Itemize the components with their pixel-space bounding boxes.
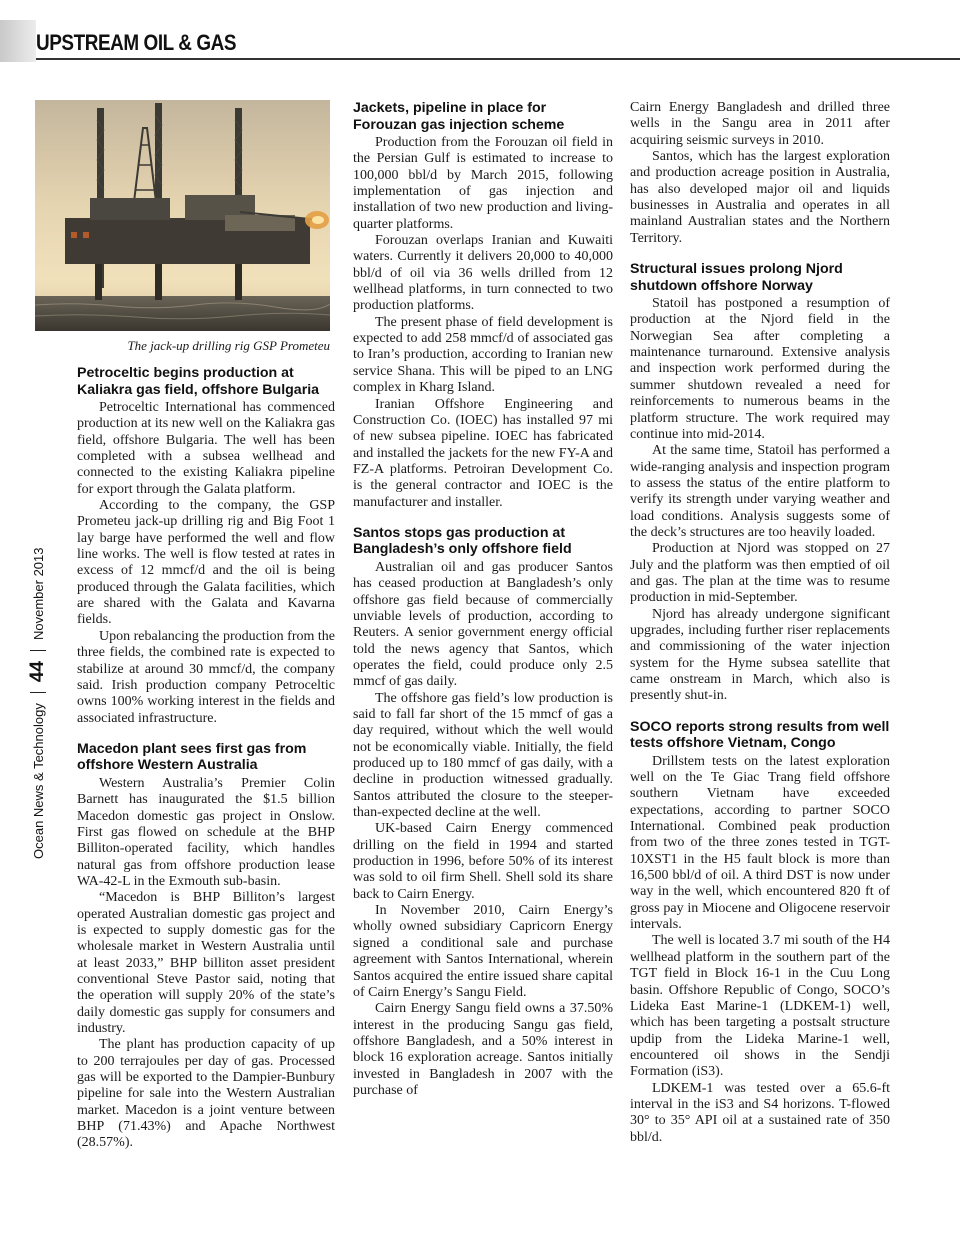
article-paragraph: Upon rebalancing the production from the three fields, the combined rate is expected to stabilize at around 30 mmcf/d, the company said. Irish production company Petroceltic owns 100% working interest in the fields and associated infrastructure. [77,628,335,726]
article-paragraph: Petroceltic International has commenced production at its new well on the Kaliakra gas field, offshore Bulgaria. The well has been completed with a subsea wellhead and connected to the existing Kaliakra pipeline for export through the Galata platform. [77,400,335,497]
article-headline: Santos stops gas production at Bangladesh’s only offshore field [353,524,572,558]
article-paragraph-continued: Cairn Energy Bangladesh and drilled three wells in the Sangu area in 2011 after acquiring seismic surveys in 2010. [630,100,890,148]
rig-photo [35,100,330,331]
column-2 [353,100,613,1099]
column-3 [630,100,890,1146]
article-paragraph: At the same time, Statoil has performed a wide-ranging analysis and inspection program to assess the status of the entire platform to verify its strength under varying weather and load conditions. Analysis suggests some of the deck’s structures are too heavily loaded. [630,443,890,540]
article-paragraph: Drillstem tests on the latest exploration well on the Te Giac Trang field offshore southern Vietnam have exceeded expectations, according to partner SOCO International. Combined peak production from two of the three zones tested in TGT-10XST1 in the H5 fault block is more than 16,500 bbl/d of oil. A third DST is now under way in the well, which encountered 820 ft of gross pay in Miocene and Oligocene reservoir intervals. [630,753,890,933]
article-headline: Macedon plant sees first gas from offshore Western Australia [77,740,307,774]
article-paragraph: Santos, which has the largest exploration and production acreage position in Australia, has also developed major oil and liquids businesses in Australia and operates in all mainland Australian states and the Northern Territory. [630,149,890,246]
article-paragraph: Forouzan overlaps Iranian and Kuwaiti waters. Currently it delivers 20,000 to 40,000 bbl/d of oil via 36 wells drilled from 12 wellhead platforms, in turn connected to two production platforms. [353,233,613,314]
header-tab-block [0,20,36,62]
article-headline: Jackets, pipeline in place for Forouzan gas injection scheme [353,100,565,133]
article-headline: Petroceltic begins production at Kaliakra gas field, offshore Bulgaria [77,365,320,398]
article-paragraph: In November 2010, Cairn Energy’s wholly owned subsidiary Capricorn Energy signed a conditional sale and purchase agreement with Santos International, wherein Santos acquired the entire issued share capital of Cairn Energy’s Sangu Field. [353,903,613,1000]
article-paragraph: LDKEM-1 was tested over a 65.6-ft interval in the iS3 and S4 horizons. T-flowed 30° to 35° API oil at a sustained rate of 350 bbl/d. [630,1080,890,1145]
article-paragraph: Njord has already undergone significant upgrades, including further riser replacements and commissioning of the water injection system for the Hyme subsea satellite that came onstream in March, which also is presently shut-in. [630,606,890,704]
separator [30,692,46,693]
article-paragraph: “Macedon is BHP Billiton’s largest operated Australian domestic gas project and is expected to supply domestic gas for the wholesale market in Western Australia until at least 2033,” BHP billiton asset president conventional Steve Pastor said, noting that the operation will supply 20% of the state’s daily domestic gas supply for consumers and industry. [77,890,335,1037]
column-1 [77,365,335,1152]
article-paragraph: The plant has production capacity of up to 200 terrajoules per day of gas. Processed gas will be exported to the Dampier-Bunbury pipeline for sale into the Western Australian market. Macedon is a joint venture between BHP (71.43%) and Apache Northwest (28.57%). [77,1037,335,1151]
article-headline: SOCO reports strong results from well tests offshore Vietnam, Congo [630,718,890,752]
header-rule [36,58,960,60]
jackup-rig-image [35,100,330,331]
article-paragraph: Production from the Forouzan oil field in the Persian Gulf is estimated to increase to 100,000 bbl/d by March 2015, following implementation of gas injection and installation of two new production and living-quarter platforms. [353,135,613,232]
article-paragraph: The offshore gas field’s low production is said to fall far short of the 15 mmcf of gas a day required, without which the well would not be economically viable. Initially, the field produced up to 180 mmcf of gas daily, with a decline in production witnessed gradually. Santos attributed the closure to the steeper-than-expected decline at the well. [353,690,613,821]
separator [30,650,46,651]
article-paragraph: According to the company, the GSP Prometeu jack-up drilling rig and Big Foot 1 lay barge have performed the well and flow line works. The well is flow tested at rates in excess of 12 mmcf/d and the oil is being produced through the Galata facilities, which are shared with the Galata and Kavarna fields. [77,498,335,628]
article-paragraph: Production at Njord was stopped on 27 July and the platform was then emptied of oil and gas. The plan at the time was to resume production in mid-September. [630,541,890,606]
article-headline: Structural issues prolong Njord shutdown offshore Norway [630,261,843,294]
article-paragraph: The well is located 3.7 mi south of the H4 wellhead platform in the southern part of the TGT field in Block 16-1 in the Cuu Long basin. Offshore Republic of Congo, SOCO’s Lideka East Marine-1 (LDKEM-1) well, which has been targeting a postsalt structure updip from the Lideka Marine-1 well, encountered oil shows in the Sendji Formation (iS3). [630,933,890,1080]
issue-date: November 2013 [30,547,46,640]
publication-name: Ocean News & Technology [30,703,46,859]
article-paragraph: Iranian Offshore Engineering and Construction Co. (IOEC) has installed 97 mi of new subsea pipeline. IOEC has fabricated and installed the jackets for the new FY-A and FZ-A platforms. Petroiran Development Co. is the general contractor and IOEC is the manufacturer and installer. [353,396,613,510]
section-title: UPSTREAM OIL & GAS [36,30,237,55]
article-paragraph: Cairn Energy Sangu field owns a 37.50% interest in the producing Sangu gas field, offshore Bangladesh, and a 50% interest in block 16 exploration acreage. Santos initially invested in Bangladesh in 2007 with the purchase of [353,1001,613,1098]
page-number: 44 [27,661,48,683]
photo-caption: The jack-up drilling rig GSP Prometeu [127,338,330,353]
article-paragraph: Australian oil and gas producer Santos has ceased production at Bangladesh’s only offshore gas field because of commercially unviable levels of production, according to Reuters. A senior government energy official told the news agency that Santos, which operates the field, could produce only 2.5 mmcf of gas daily. [353,559,613,690]
page-footer-vertical [28,499,48,859]
article-paragraph: UK-based Cairn Energy commenced drilling on the field in 1994 and started production in 1996, before 50% of its interest was sold to oil firm Shell. Shell sold its share back to Cairn Energy. [353,821,613,902]
article-paragraph: Statoil has postponed a resumption of production at the Njord field in the Norwegian Sea after completing a maintenance turnaround. Extensive analysis and inspection work performed during the summer shutdown revealed a need for reinforcements to numerous beams in the platform structure. The work required may continue into mid-2014. [630,296,890,442]
article-paragraph: Western Australia’s Premier Colin Barnett has inaugurated the $1.5 billion Macedon domestic gas project in Onslow. First gas flowed on schedule at the BHP Billiton-operated facility, which handles natural gas from offshore production lease WA-42-L in the Exmouth sub-basin. [77,775,335,889]
article-paragraph: The present phase of field development is expected to add 258 mmcf/d of associated gas to Iran’s production, according to Iranian new service Shana. This will be piped to an LNG complex in Kharg Island. [353,314,613,396]
